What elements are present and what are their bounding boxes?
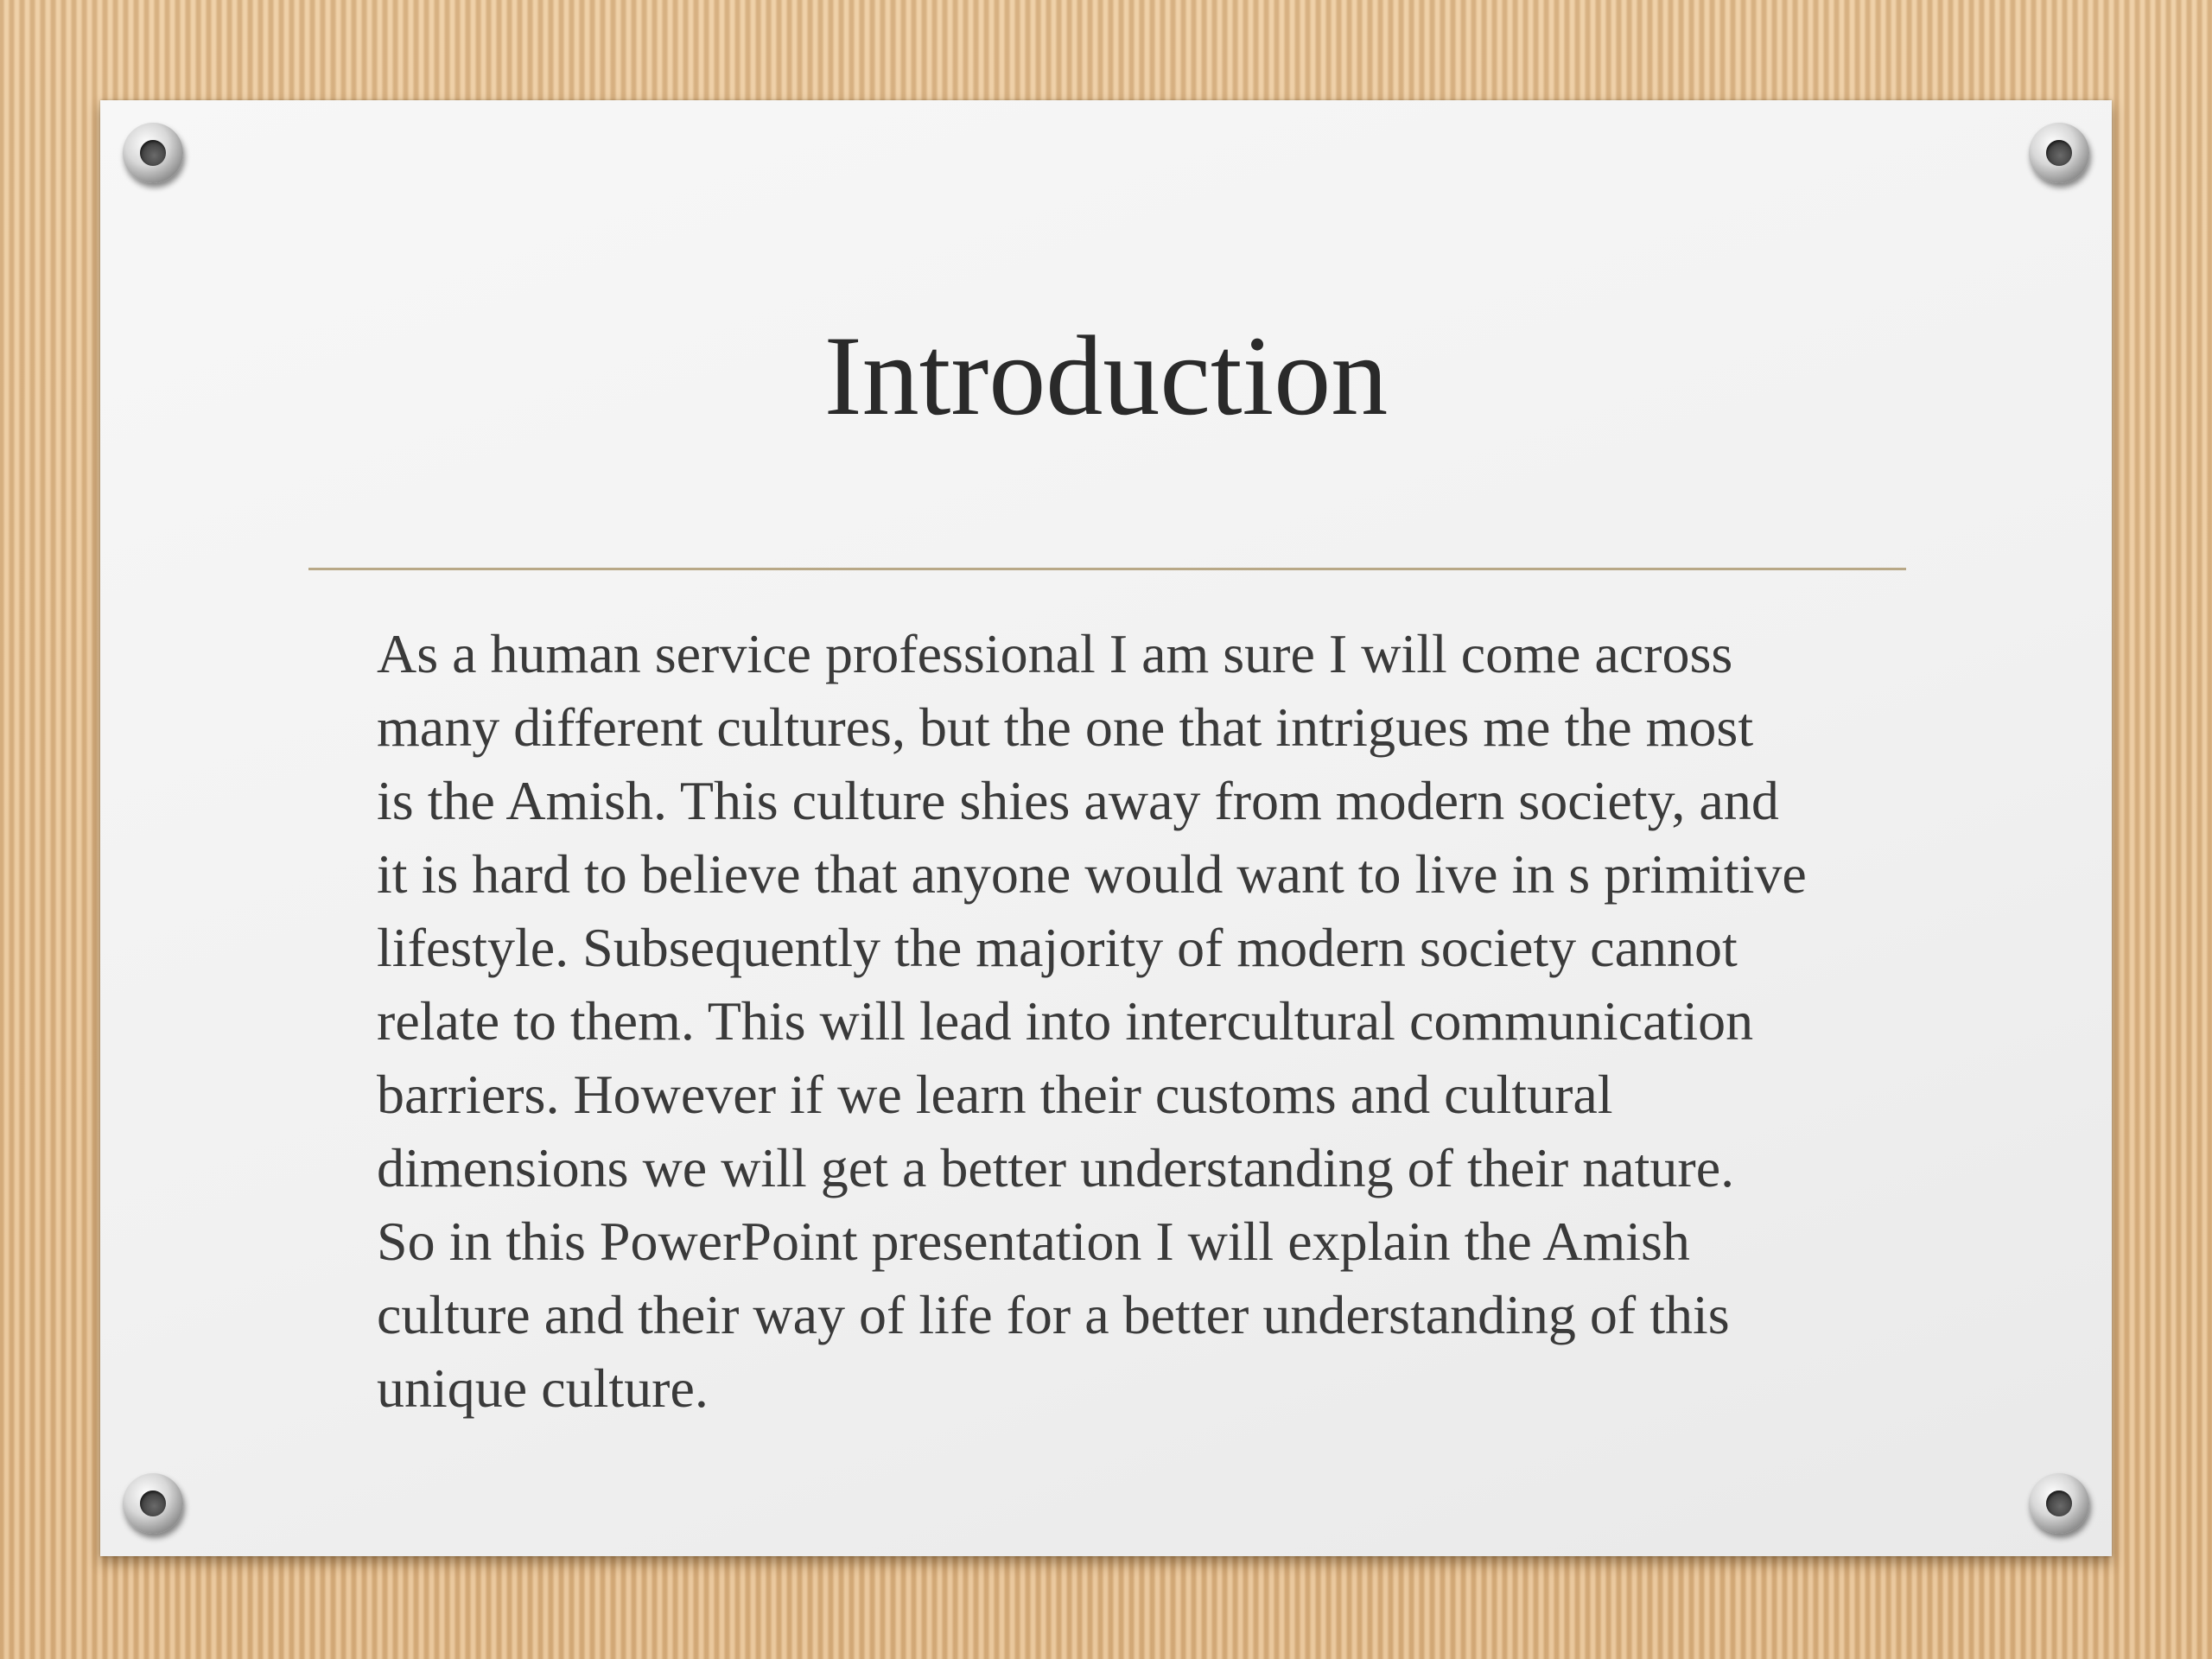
slide-card bbox=[100, 100, 2112, 1556]
grommet-icon-bottom-right bbox=[2029, 1473, 2089, 1534]
slide-body-text: As a human service professional I am sure I will come across many different cultures, but the one that intrigues me the most is the Amish. This culture shies away from modern society, and it is hard to believe that anyone would want to live in s primitive lifestyle. Subsequently the majority of modern society cannot relate to them. This will lead into intercultural communication barriers. However if we learn their customs and cultural dimensions we will get a better understanding of their nature. So in this PowerPoint presentation I will explain the Amish culture and their way of life for a better understanding of this unique culture. bbox=[377, 623, 1807, 1419]
grommet-icon-top-left bbox=[123, 123, 183, 183]
grommet-icon-top-right bbox=[2029, 123, 2089, 183]
grommet-icon-bottom-left bbox=[123, 1473, 183, 1534]
title-divider bbox=[308, 568, 1906, 570]
slide-title: Introduction bbox=[823, 312, 1389, 439]
